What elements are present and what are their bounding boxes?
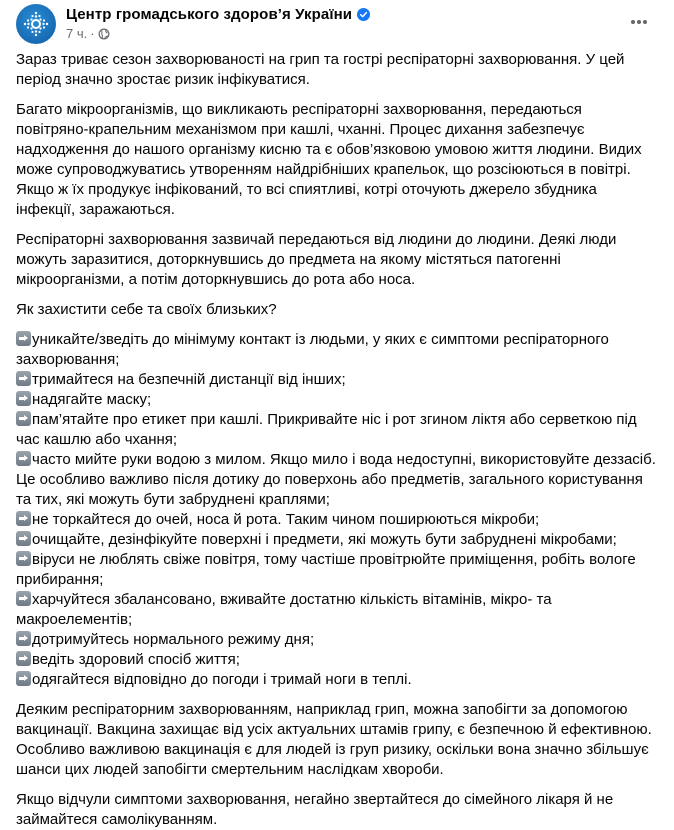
arrow-right-icon [16, 551, 31, 566]
list-item [16, 550, 658, 590]
arrow-right-icon [16, 671, 31, 686]
header-text [66, 6, 370, 41]
tips-list [16, 330, 658, 690]
arrow-right-icon [16, 651, 31, 666]
tip-text: не торкайтеся до очей, носа й рота. Таким чином поширюються мікроби; [32, 511, 540, 528]
tip-text: одягайтеся відповідно до погоди і тримай ноги в теплі. [32, 671, 412, 688]
paragraph-transmission: Багато мікроорганізмів, що викликають респіраторні захворювання, передаються повітряно-крапельним механізмом при кашлі, чханні. Процес дихання забезпечує надходження до нашого організму кисню та є обов’язковою умовою життя людини. Видих може супроводжуватись утворенням найдрібніших крапельок, що розсіюються в повітрі. Якщо ж їх продукує інфікований, то всі спиятливі, котрі оточують джерело збудника інфекції, заражаються. [16, 101, 642, 218]
tip-text: надягайте маску; [32, 391, 152, 408]
tip-text: уникайте/зведіть до мінімуму контакт із людьми, у яких є симптоми респіраторного захворювання; [16, 331, 609, 368]
arrow-right-icon [16, 331, 31, 346]
post-timestamp[interactable]: 7 ч. [66, 26, 88, 41]
post-body [0, 46, 674, 830]
arrow-right-icon [16, 411, 31, 426]
verified-badge-icon [357, 8, 370, 21]
list-item [16, 410, 658, 450]
more-options-dot [643, 20, 647, 24]
paragraph-advice: Якщо відчули симптоми захворювання, негайно звертайтеся до сімейного лікаря й не займайтеся самолікуванням. [16, 791, 614, 828]
tip-text: харчуйтеся збалансовано, вживайте достатню кількість вітамінів, мікро- та макроелементів; [16, 591, 552, 628]
tip-text: дотримуйтесь нормального режиму дня; [32, 631, 315, 648]
phc-logo-icon [21, 9, 51, 39]
list-item [16, 630, 658, 650]
avatar[interactable] [16, 4, 56, 44]
tip-text: тримайтеся на безпечній дистанції від інших; [32, 371, 346, 388]
globe-icon [98, 28, 110, 40]
page-name-row [66, 6, 370, 23]
meta-separator: · [90, 26, 95, 41]
post-meta [66, 26, 370, 41]
tip-text: ведіть здоровий спосіб життя; [32, 651, 240, 668]
list-item [16, 650, 658, 670]
arrow-right-icon [16, 391, 31, 406]
post-header [0, 0, 674, 46]
tip-text: віруси не люблять свіже повітря, тому частіше провітрюйте приміщення, робіть вологе прибирання; [16, 551, 636, 588]
arrow-right-icon [16, 531, 31, 546]
list-item [16, 670, 658, 690]
tip-text: пам’ятайте про етикет при кашлі. Прикривайте ніс і рот згином ліктя або серветкою під час кашлю або чхання; [16, 411, 637, 448]
tip-text: очищайте, дезінфікуйте поверхні і предмети, які можуть бути забруднені мікробами; [32, 531, 617, 548]
more-options-icon [631, 20, 635, 24]
paragraph-vaccination: Деяким респіраторним захворюванням, наприклад грип, можна запобігти за допомогою вакцинації. Вакцина захищає від усіх актуальних штамів грипу, є безпечною й ефективною. Особливо важливою вакцинація є для людей із груп ризику, оскільки вона значно збільшує шанси цих людей запобігти смертельним наслідкам хвороби. [16, 701, 652, 778]
list-item [16, 390, 658, 410]
arrow-right-icon [16, 591, 31, 606]
more-options-dot [637, 20, 641, 24]
list-item [16, 590, 658, 630]
paragraph-intro: Зараз триває сезон захворюваності на грип та гострі респіраторні захворювання. У цей період значно зростає ризик інфікуватися. [16, 51, 625, 88]
paragraph-contact: Респіраторні захворювання зазвичай передаються від людини до людини. Деякі люди можуть заразитися, доторкнувшись до предмета на якому містяться патогенні мікроорганізми, а потім доторкнувшись до рота або носа. [16, 231, 617, 288]
list-item [16, 530, 658, 550]
more-options-button[interactable] [624, 12, 654, 32]
list-item [16, 370, 658, 390]
tip-text: часто мийте руки водою з милом. Якщо мило і вода недоступні, використовуйте деззасіб. Це особливо важливо після дотику до поверхонь або предметів, загального користування та тих, які можуть бути забруднені краплями; [16, 451, 656, 508]
arrow-right-icon [16, 511, 31, 526]
paragraph-question: Як захистити себе та своїх близьких? [16, 301, 277, 318]
list-item [16, 510, 658, 530]
arrow-right-icon [16, 371, 31, 386]
page-name[interactable]: Центр громадського здоров’я України [66, 6, 353, 23]
list-item [16, 450, 658, 510]
list-item [16, 330, 658, 370]
arrow-right-icon [16, 631, 31, 646]
arrow-right-icon [16, 451, 31, 466]
